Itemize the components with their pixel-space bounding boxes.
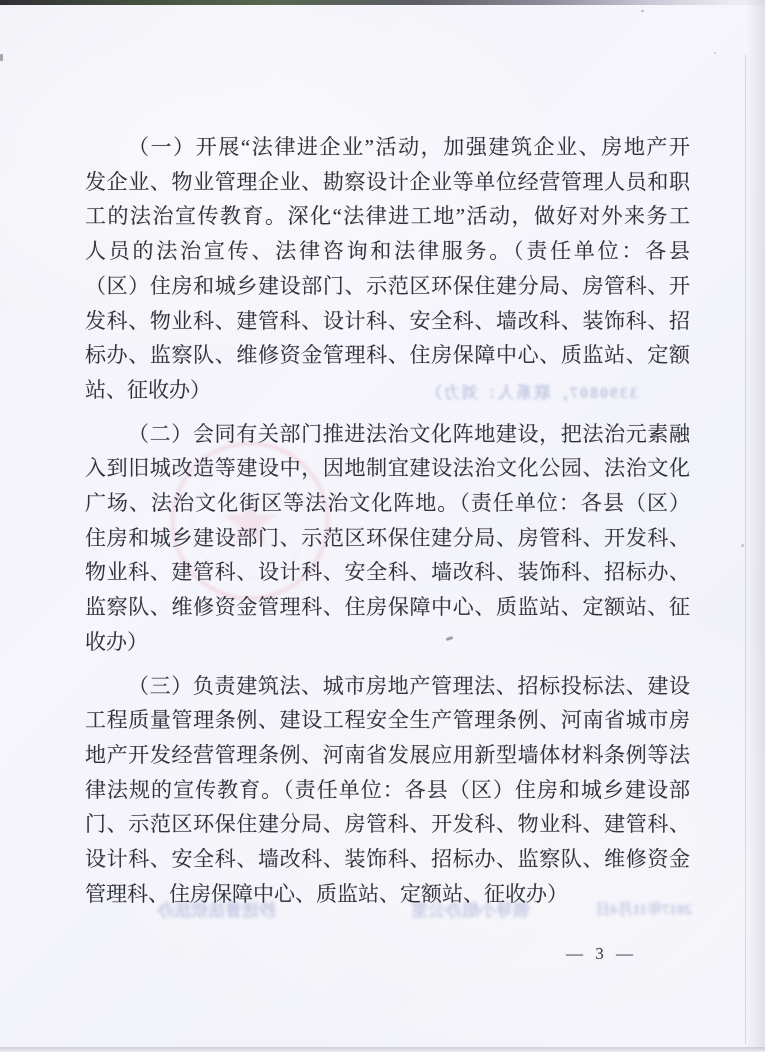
text-line: 物业科、建管科、设计科、安全科、墙改科、装饰科、招标办、 (85, 560, 690, 585)
text-line: 收办） (85, 629, 148, 654)
scan-edge-bottom (0, 1047, 765, 1052)
paragraph-item-2 (85, 417, 690, 660)
text-line: 地产开发经营管理条例、河南省发展应用新型墙体材料条例等法 (85, 742, 690, 767)
text-line: 住房和城乡建设部门、示范区环保住建分局、房管科、开发科、 (85, 525, 690, 550)
text-line: 发科、物业科、建管科、设计科、安全科、墙改科、装饰科、招 (85, 308, 690, 333)
text-line: 工的法治宣传教育。深化“法律进工地”活动，做好对外来务工 (85, 204, 690, 229)
text-line: 工程质量管理条例、建设工程安全生产管理条例、河南省城市房 (85, 708, 690, 733)
text-line: 监察队、维修资金管理科、住房保障中心、质监站、定额站、征 (85, 595, 690, 620)
text-line: （一）开展“法律进企业”活动，加强建筑企业、房地产开 (128, 135, 690, 159)
paragraph-item-3 (85, 669, 690, 912)
bleedthrough-text-illegible-1: 抄送普法依法办 (157, 901, 276, 920)
text-line: 入到旧城改造等建设中，因地制宜建设法治文化公园、法治文化 (85, 456, 690, 481)
text-line: （区）住房和城乡建设部门、示范区环保住建分局、房管科、开 (85, 273, 690, 298)
text-line: 人员的法治宣传、法律咨询和法律服务。（责任单位：各县 (85, 239, 690, 264)
scan-edge-top (0, 0, 765, 5)
bleedthrough-text-illegible-3: 2017年11月4日 (595, 902, 692, 918)
bleedthrough-text-illegible-2: 领导小组办公室 (411, 901, 530, 920)
text-line: （三）负责建筑法、城市房地产管理法、招标投标法、建设 (128, 673, 690, 698)
scan-speck (641, 10, 644, 12)
text-line: 门、示范区环保住建分局、房管科、开发科、物业科、建管科、 (85, 812, 690, 837)
paper-edge-line (745, 55, 746, 1044)
text-line: 站、征收办） (85, 377, 211, 402)
scan-speck (714, 52, 716, 54)
text-line: 发企业、物业管理企业、勘察设计企业等单位经营管理人员和职 (85, 169, 690, 194)
scan-speck (741, 544, 744, 547)
text-line: 标办、监察队、维修资金管理科、住房保障中心、质监站、定额 (85, 343, 690, 368)
paragraph-item-1 (85, 130, 690, 408)
text-line: 律法规的宣传教育。（责任单位：各县（区）住房和城乡建设部 (85, 777, 690, 802)
text-line: 设计科、安全科、墙改科、装饰科、招标办、监察队、维修资金 (85, 847, 690, 872)
text-line: 广场、法治文化街区等法治文化阵地。（责任单位：各县（区） (85, 491, 690, 516)
page-number: — 3 — (566, 944, 637, 963)
document-body (85, 130, 690, 911)
scan-speck (0, 54, 3, 61)
text-line: 管理科、住房保障中心、质监站、定额站、征收办） (85, 881, 568, 906)
bleedthrough-text-contact: 3390807，联系人：刘力） (423, 385, 638, 402)
scan-edge-right (746, 0, 765, 1052)
text-line: （二）会同有关部门推进法治文化阵地建设，把法治元素融 (128, 421, 690, 446)
